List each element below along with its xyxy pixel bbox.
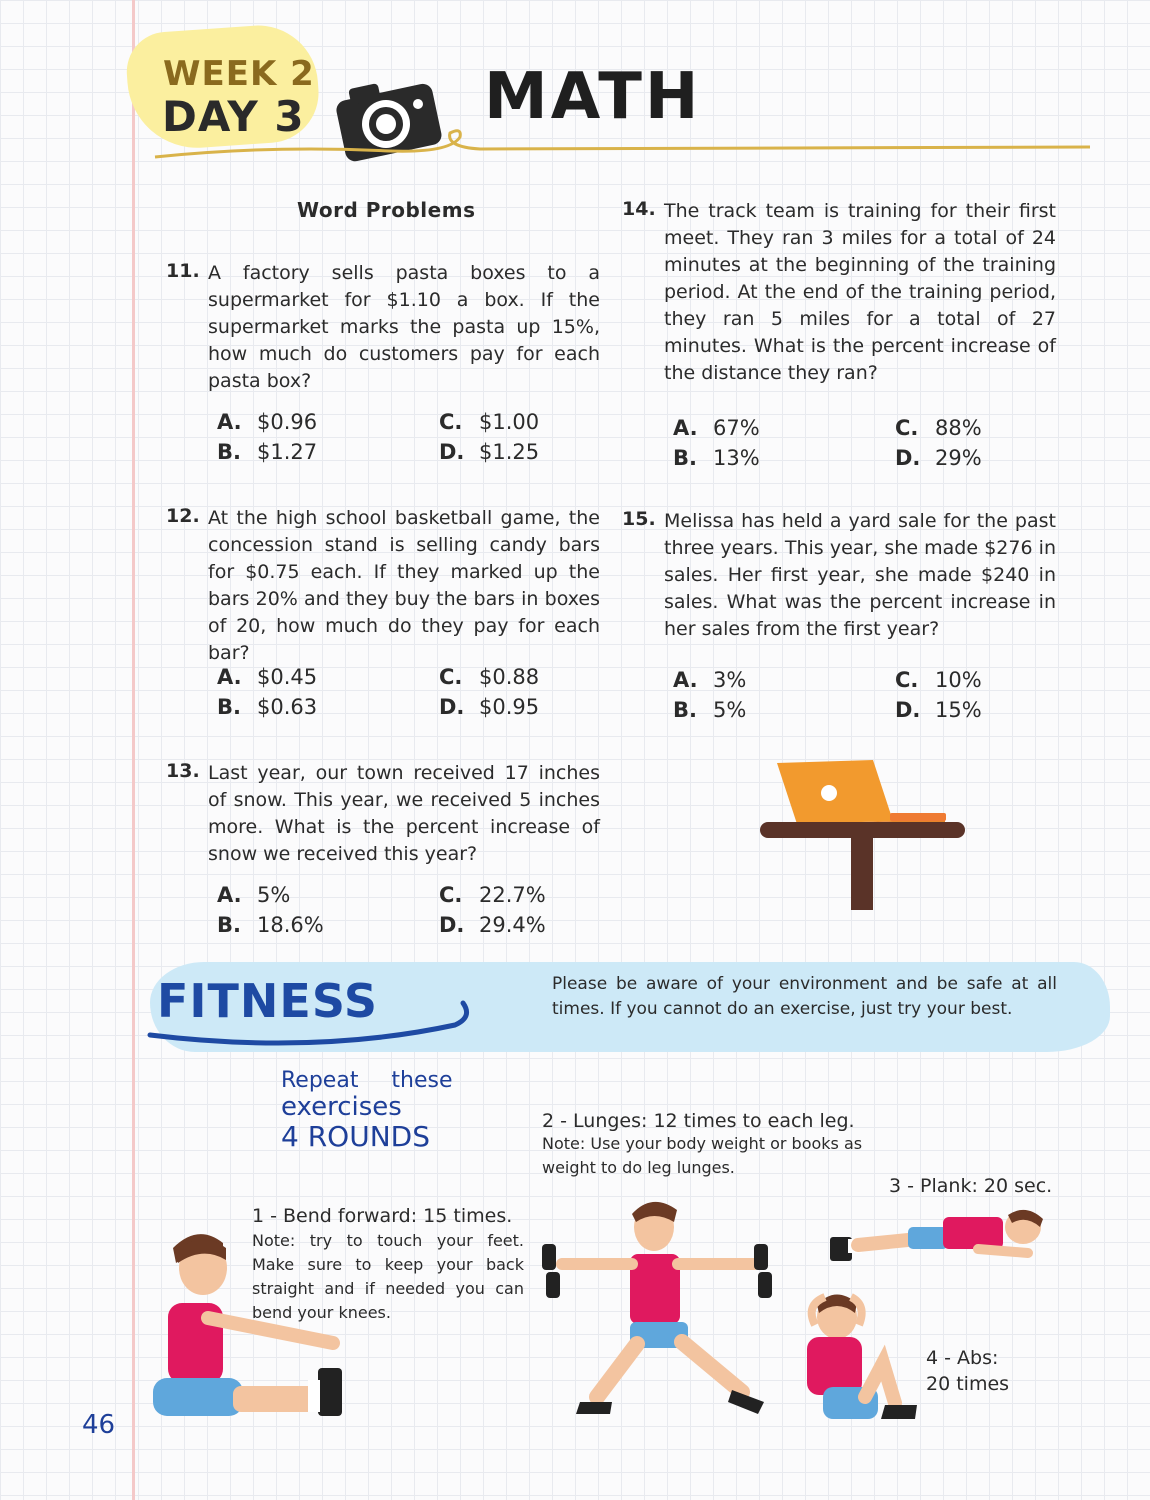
problem-number: 13. [166,760,200,782]
exercise-title: 4 - Abs: [926,1347,999,1369]
choice-b: B. 5% [673,698,747,722]
choice-a: A. $0.96 [217,410,318,434]
subject-title: MATH [484,60,702,134]
abs-figure [795,1285,925,1425]
choice-d: D. $0.95 [439,695,540,719]
choice-a: A. $0.45 [217,665,318,689]
choice-d: D. $1.25 [439,440,540,464]
page-number: 46 [82,1410,116,1440]
notebook-margin-line [132,0,135,1500]
choice-c: C. $1.00 [439,410,540,434]
problem-15 [622,508,1062,728]
exercise-title: 3 - Plank: 20 sec. [889,1175,1053,1197]
exercise-3 [889,1175,1089,1197]
day-label: DAY 3 [162,92,305,141]
exercise-title: 1 - Bend forward: 15 times. [252,1205,513,1227]
choice-a: A. 67% [673,416,760,440]
problem-number: 11. [166,260,200,282]
problem-number: 15. [622,508,656,530]
exercise-note: Note: try to touch your feet. Make sure to keep your back straight and if needed you can bend your knees. [252,1231,524,1322]
problem-14 [622,198,1062,478]
problem-text: Last year, our town received 17 inches of snow. This year, we received 5 inches more. What is the percent increase of snow we received this year? [208,762,600,865]
laptop-on-desk-illustration [755,755,970,915]
exercise-reps: 20 times [926,1373,1010,1395]
exercise-title: 2 - Lunges: 12 times to each leg. [542,1110,855,1132]
exercise-note: Note: Use your body weight or books as weight to do leg lunges. [542,1134,863,1177]
choice-d: D. 29% [895,446,982,470]
problem-text: A factory sells pasta boxes to a supermarket for $1.10 a box. If the supermarket marks the pasta up 15%, how much do customers pay for each pasta box? [208,262,600,392]
choice-c: C. 10% [895,668,982,692]
repeat-label: Repeat these [281,1068,453,1093]
bend-forward-figure [148,1218,353,1423]
choice-b: B. $1.27 [217,440,318,464]
problem-number: 12. [166,505,200,527]
problem-11 [166,260,606,470]
fitness-safety-note: Please be aware of your environment and be safe at all times. If you cannot do an exercise, just try your best. [552,974,1057,1019]
choice-d: D. 15% [895,698,982,722]
repeat-rounds: 4 ROUNDS [281,1120,430,1153]
week-label: WEEK 2 [163,54,315,94]
problem-text: At the high school basketball game, the concession stand is selling candy bars for $0.75 each. If they marked up the bars 20% and they buy the bars in boxes of 20, how much do they pay for each bar? [208,507,600,664]
choice-a: A. 5% [217,883,291,907]
exercise-2 [542,1110,872,1180]
choice-b: B. 13% [673,446,760,470]
choice-c: C. 22.7% [439,883,546,907]
choice-d: D. 29.4% [439,913,546,937]
fitness-underline [145,995,475,1050]
plank-figure [828,1205,1053,1265]
fitness-title: FITNESS [157,974,379,1028]
choice-b: B. $0.63 [217,695,318,719]
choice-c: C. 88% [895,416,982,440]
problem-13 [166,760,606,945]
exercise-4 [926,1347,1036,1395]
section-title: Word Problems [297,198,476,222]
choice-a: A. 3% [673,668,747,692]
choice-b: B. 18.6% [217,913,324,937]
problem-12 [166,505,606,720]
header-swoosh [150,125,1100,170]
problem-number: 14. [622,198,656,220]
repeat-label-exercises: exercises [281,1092,402,1122]
choice-c: C. $0.88 [439,665,540,689]
lunges-figure [532,1192,782,1422]
problem-text: Melissa has held a yard sale for the past three years. This year, she made $276 in sales. Her first year, she made $240 in sales. What was the percent increase in her sales from the first year? [664,510,1056,640]
problem-text: The track team is training for their first meet. They ran 3 miles for a total of 24 minutes at the beginning of the training period. At the end of the training period, they ran 5 miles for a total of 27 minutes. What is the percent increase of the distance they ran? [664,200,1056,384]
